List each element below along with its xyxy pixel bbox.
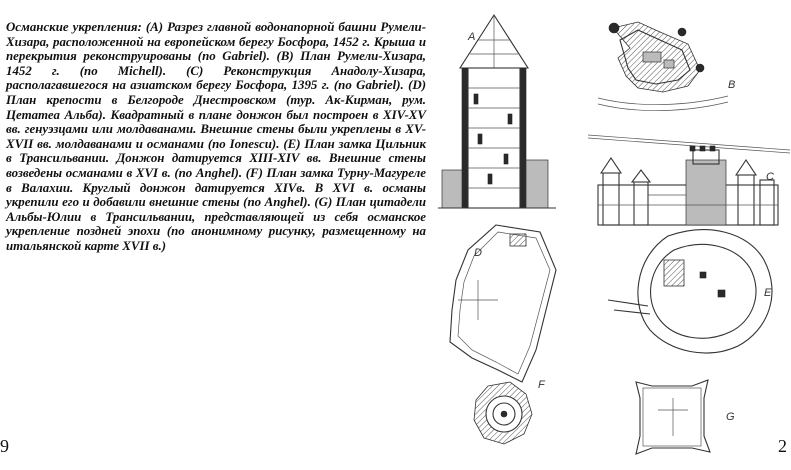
label-g: G: [726, 411, 735, 423]
label-a: A: [468, 31, 476, 43]
drawing-c-anadolu-hisar-reconstruction: [588, 135, 790, 225]
drawing-g-alba-iulia-plan: [636, 380, 735, 454]
drawing-a-tower-section: [438, 15, 556, 208]
drawing-e-cilnic-plan: [608, 230, 772, 353]
label-e: E: [764, 287, 772, 299]
label-d: D: [474, 247, 482, 259]
figure-caption: Османские укрепления: (A) Разрез главной водонапорной башни Румели-Хизара, расположенной на европейском берегу Босфора, 1452 г. Крыша и перекрытия реконструированы (по Gabriel). (B) План Румели-Хизара, 1452 г. (по Michell). (C) Реконструкция Анадолу-Хизара, располагавшегося на азиатском берегу Босфора, 1395 г. (по Gabriel). (D) План крепости в Белгороде Днестровском (тур. Ак-Кирман, рум. Цетатеа Альба). Квадратный в плане донжон был построен в XIV-XV вв. генуэзцами или молдаванами. Внешние стены были укреплены в XV-XVII вв. молдаванами и османами (по Ionescu). (E) План замка Цильник в Трансильвании. Донжон датируется XIII-XIV вв. Внешние стены возведены османами в XVI в. (по Anghel). (F) План замка Турну-Магуреле в Валахии. Круглый донжон датируется XIVв. В XVI в. османы укрепили его и добавили внешние стены (по Anghel). (G) План цитадели Альбы-Юлии в Трансильвании, представляющей из себя османское укрепление поздней эпохи (по анонимному рисунку, размещенному на итальянской карте XVII в.): [6, 20, 426, 253]
label-f: F: [538, 379, 545, 391]
label-c: C: [766, 171, 774, 183]
page-number-left: 9: [0, 436, 9, 456]
drawing-f-turnu-magurele-plan: [474, 379, 546, 444]
drawing-d-belgorod-fortress-plan: [450, 225, 556, 382]
page-number-right: 2: [778, 436, 787, 456]
figure-illustrations: [438, 10, 790, 470]
label-b: B: [728, 79, 736, 91]
drawing-b-rumeli-hisar-plan: [598, 22, 735, 111]
